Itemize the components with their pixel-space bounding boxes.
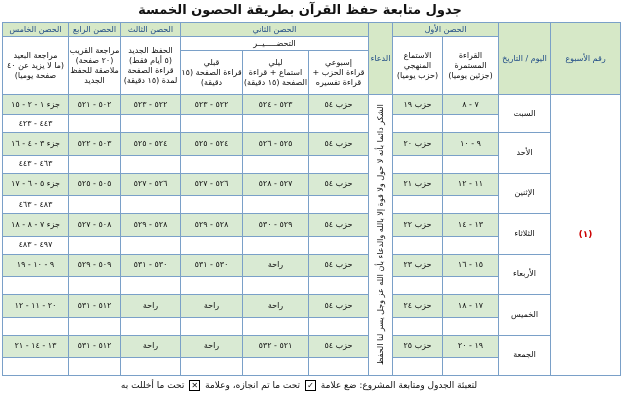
far-cell: ١٣ - ١٤ - ٢١	[3, 335, 69, 358]
listen-cell: حزب ٢٢	[393, 214, 443, 237]
day-cell: الثلاثاء	[499, 214, 551, 255]
tribal-cell: ٥٣٠ - ٥٣١	[181, 254, 243, 277]
newmem-cell: ٥٢٢ - ٥٢٣	[121, 95, 181, 115]
tribal-cell: ٥٢٦ - ٥٢٧	[181, 173, 243, 196]
week-number: (١)	[578, 230, 593, 240]
newmem-cell: راحة	[121, 335, 181, 358]
x-box-icon: ✕	[189, 380, 200, 391]
weekly-cell: حزب ٥٤	[309, 254, 369, 277]
listen-cell: حزب ٢٠	[393, 133, 443, 156]
prep-header: التحضـــــيــر	[181, 37, 369, 51]
recent-header: مراجعة القريب (٢٠ صفحة) ملاصقة للحفظ الجديد	[69, 37, 121, 95]
day-cell: الإثنين	[499, 173, 551, 214]
weekly-cell: حزب ٥٤	[309, 335, 369, 358]
footer-text: لتعبئة الجدول ومتابعة المشروع: ضع علامة	[320, 381, 478, 391]
listen-cell: حزب ٢١	[393, 173, 443, 196]
far-cell: جزء ١ - ٢ - ١٥	[3, 95, 69, 115]
far-cell: ٤٨٣ - ٤٦٣	[3, 196, 69, 214]
tribal-cell: ٥٢٤ - ٥٢٥	[181, 133, 243, 156]
newmem-cell: ٥٢٦ - ٥٢٧	[121, 173, 181, 196]
newmem-cell: ٥٣٠ - ٥٣١	[121, 254, 181, 277]
tracking-table	[2, 22, 606, 368]
far-cell: ٢٠ - ١١ - ١٢	[3, 295, 69, 318]
weekly-header: إسبوعي قراءة الحزب + قراءة تفسيره	[309, 51, 369, 95]
day-cell: الأربعاء	[499, 254, 551, 295]
recent-cell: ٥٠٥ - ٥٢٥	[69, 173, 121, 196]
weekly-cell: حزب ٥٤	[309, 133, 369, 156]
recent-cell: ٥٠٣ - ٥٢٢	[69, 133, 121, 156]
far-cell: ٤٤٣ - ٤٢٣	[3, 115, 69, 133]
nightly-cell: ٥٢٧ - ٥٢٨	[243, 173, 309, 196]
nightly-cell: ٥٢٣ - ٥٢٤	[243, 95, 309, 115]
nightly-header: ليلي استماع + قراءة الصفحة (١٥ دقيقة)	[243, 51, 309, 95]
day-cell: السبت	[499, 95, 551, 133]
day-cell: الجمعة	[499, 335, 551, 376]
fort2-header: الحصن الثاني	[181, 23, 369, 37]
dua-header: الدعاء	[369, 23, 393, 95]
listen-cell: حزب ٢٥	[393, 335, 443, 358]
dua-text: الشكر دائما بأنه لا حول ولا قوة إلا بالله والدعاء بأن الله عز وجل يسر لنا الحفظ	[375, 104, 385, 366]
newmem-cell: راحة	[121, 295, 181, 318]
listen-cell: حزب ١٩	[393, 95, 443, 115]
dua-cell	[369, 95, 393, 376]
day-header: اليوم / التاريخ	[499, 23, 551, 95]
nightly-cell: ٥٢١ - ٥٣٢	[243, 335, 309, 358]
footer-done-text: تحت ما تم انجازه، وعلامة	[205, 381, 301, 391]
newmem-cell: ٥٢٨ - ٥٢٩	[121, 214, 181, 237]
day-cell: الخميس	[499, 295, 551, 336]
fort1-header: الحصن الأول	[393, 23, 499, 37]
tribal-cell: راحة	[181, 295, 243, 318]
reading-cell: ١٣ - ١٤	[443, 214, 499, 237]
newmem-header: الحفظ الجديد (٥ أيام فقط) قراءة الصفحة لمدة (١٥ دقيقة)	[121, 37, 181, 95]
far-cell: جزء ٥ - ٦ - ١٧	[3, 173, 69, 196]
reading-cell: ١٩ - ٢٠	[443, 335, 499, 358]
reading-cell: ٧ - ٨	[443, 95, 499, 115]
tribal-cell: راحة	[181, 335, 243, 358]
reading-cell: ٩ - ١٠	[443, 133, 499, 156]
recent-cell: ٥٠٨ - ٥٢٧	[69, 214, 121, 237]
listening-header: الاستماع المنهجي (حزب يوميا)	[393, 37, 443, 95]
weekly-cell: حزب ٥٤	[309, 95, 369, 115]
week-header: رقم الأسبوع	[551, 23, 621, 95]
listen-cell: حزب ٢٣	[393, 254, 443, 277]
footer-missed-text: تحت ما أخللت به	[120, 381, 185, 391]
listen-cell: حزب ٢٤	[393, 295, 443, 318]
fort3-header: الحصن الثالث	[121, 23, 181, 37]
nightly-cell: راحة	[243, 254, 309, 277]
far-cell: ٤٦٣ - ٤٤٣	[3, 155, 69, 173]
recent-cell: ٥٠٩ - ٥٢٩	[69, 254, 121, 277]
far-cell: ٩ - ١٠ - ١٩	[3, 254, 69, 277]
far-header: مراجعة البعيد (ما لا يزيد عن ٤٠ صفحة يوميا)	[3, 37, 69, 95]
far-cell: ٤٩٧ - ٤٨٣	[3, 236, 69, 254]
newmem-cell: ٥٢٤ - ٥٢٥	[121, 133, 181, 156]
fort5-header: الحصن الخامس	[3, 23, 69, 37]
recent-cell: ٥١٢ - ٥٣١	[69, 295, 121, 318]
tribal-cell: ٥٢٨ - ٥٢٩	[181, 214, 243, 237]
check-box-icon: ✓	[305, 380, 316, 391]
nightly-cell: ٥٢٥ - ٥٢٦	[243, 133, 309, 156]
weekly-cell: حزب ٥٤	[309, 214, 369, 237]
page-title: جدول متابعة حفظ القرآن بطريقة الحصون الخمسة	[138, 3, 462, 18]
far-cell: جزء ٣ - ٤ - ١٦	[3, 133, 69, 156]
weekly-cell: حزب ٥٤	[309, 295, 369, 318]
tribal-header: قبلي قراءة الصفحة (١٥ دقيقة)	[181, 51, 243, 95]
footer-instructions	[0, 372, 598, 400]
day-cell: الأحد	[499, 133, 551, 174]
recent-cell: ٥٠٢ - ٥٢١	[69, 95, 121, 115]
nightly-cell: راحة	[243, 295, 309, 318]
week-cell	[551, 95, 621, 376]
reading-header: القراءة المستمرة (جزئين يوميا)	[443, 37, 499, 95]
reading-cell: ١١ - ١٢	[443, 173, 499, 196]
reading-cell: ١٧ - ١٨	[443, 295, 499, 318]
weekly-cell: حزب ٥٤	[309, 173, 369, 196]
fort4-header: الحصن الرابع	[69, 23, 121, 37]
nightly-cell: ٥٢٩ - ٥٣٠	[243, 214, 309, 237]
far-cell: جزء ٧ - ٨ - ١٨	[3, 214, 69, 237]
reading-cell: ١٥ - ١٦	[443, 254, 499, 277]
recent-cell: ٥١٢ - ٥٣١	[69, 335, 121, 358]
tribal-cell: ٥٢٢ - ٥٢٣	[181, 95, 243, 115]
